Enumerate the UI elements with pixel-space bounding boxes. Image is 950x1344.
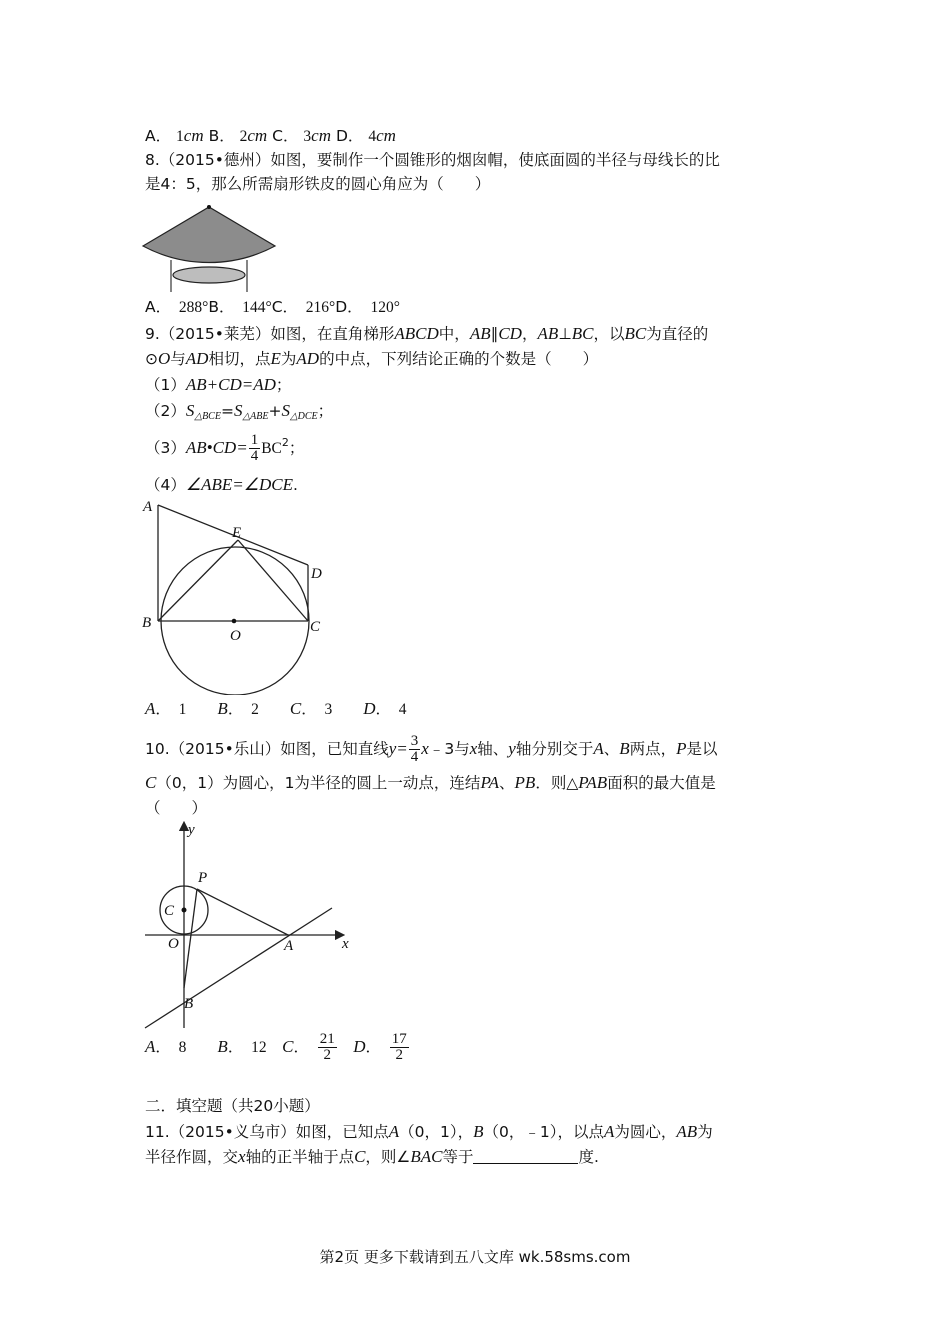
q9-statement-2: $(2)S_{\triangle BCE}=S_{\triangle ABE}+S_{\triangle DCE}$； xyxy=(145,401,334,422)
q10-line2: C（0，1）为圆心，1为半径的圆上一动点，连结PA、PB．则△PAB面积的最大值是 xyxy=(145,773,716,792)
answer-blank[interactable] xyxy=(473,1147,578,1164)
q7-options: A． 1cm B． 2cm C． 3cm D． 4cm xyxy=(145,126,396,145)
q10-label-o: O xyxy=(168,936,179,952)
q11-line2: 半径作圆，交x轴的正半轴于点C，则∠BAC等于 度. xyxy=(145,1147,599,1166)
q10-label-c: C xyxy=(164,903,175,919)
q10-label-a: A xyxy=(284,938,294,954)
q9-trapezoid-circle-figure xyxy=(140,495,340,695)
q9-options: A． 1 B． 2 C． 3 D． 4 xyxy=(145,699,407,718)
q10-line1: 10.（2015•乐山）如图，已知直线y= $\frac{3}{4}$ x﹣3与x轴、y轴分别交于A、B两点，P是以 xyxy=(145,733,718,765)
q10-label-b: B xyxy=(184,996,194,1012)
q10-options: A． 8 B． 12 C． $\frac{21}{2}$ D． $\frac{17}{2}$ xyxy=(145,1031,407,1063)
q10-option-d-fraction: $\frac{17}{2}$ xyxy=(391,1031,407,1063)
section-title: 二．填空题（共20小题） xyxy=(145,1097,320,1115)
q8-chimney-cap-figure xyxy=(140,200,280,295)
q9-fraction: $\frac{1}{4}$ xyxy=(250,432,259,464)
q9-label-o: O xyxy=(230,628,241,644)
q10-coordinate-figure xyxy=(140,820,365,1035)
q8-line1: 8.（2015•德州）如图，要制作一个圆锥形的烟囱帽，使底面圆的半径与母线长的比 xyxy=(145,151,720,169)
q9-statement-4: （4）∠ABE=∠DCE. xyxy=(145,475,298,494)
q9-line1: 9.（2015•莱芜）如图，在直角梯形ABCD中，AB∥CD，AB⊥BC，以BC为直径的 xyxy=(145,324,709,343)
q10-label-p: P xyxy=(198,870,208,886)
page-footer: 第2页 更多下载请到五八文库 wk.58sms.com xyxy=(319,1248,631,1266)
q8-options: A． 288°B． 144°C． 216°D． 120° xyxy=(145,298,400,316)
q10-line3: （ ） xyxy=(145,799,208,817)
q9-line2: ⊙O与AD相切，点E为AD的中点，下列结论正确的个数是（ ） xyxy=(145,349,599,368)
q9-statement-3: （3）AB•CD= $\frac{1}{4}$ $BC^2$； xyxy=(145,432,305,464)
q10-label-x: x xyxy=(342,936,349,952)
q9-label-c: C xyxy=(310,619,321,635)
q9-label-e: E xyxy=(232,525,242,541)
q9-label-a: A xyxy=(143,499,153,515)
q9-statement-1: （1）AB+CD=AD； xyxy=(145,375,292,394)
q10-option-c-fraction: $\frac{21}{2}$ xyxy=(319,1031,335,1063)
q10-slope-fraction: $\frac{3}{4}$ xyxy=(410,733,419,765)
q9-label-d: D xyxy=(311,566,322,582)
q11-line1: 11.（2015•义乌市）如图，已知点A（0，1），B（0，﹣1），以点A为圆心，AB为 xyxy=(145,1122,713,1141)
q9-label-b: B xyxy=(142,615,152,631)
q8-line2: 是4：5，那么所需扇形铁皮的圆心角应为（ ） xyxy=(145,175,491,193)
q10-label-y: y xyxy=(188,822,195,838)
